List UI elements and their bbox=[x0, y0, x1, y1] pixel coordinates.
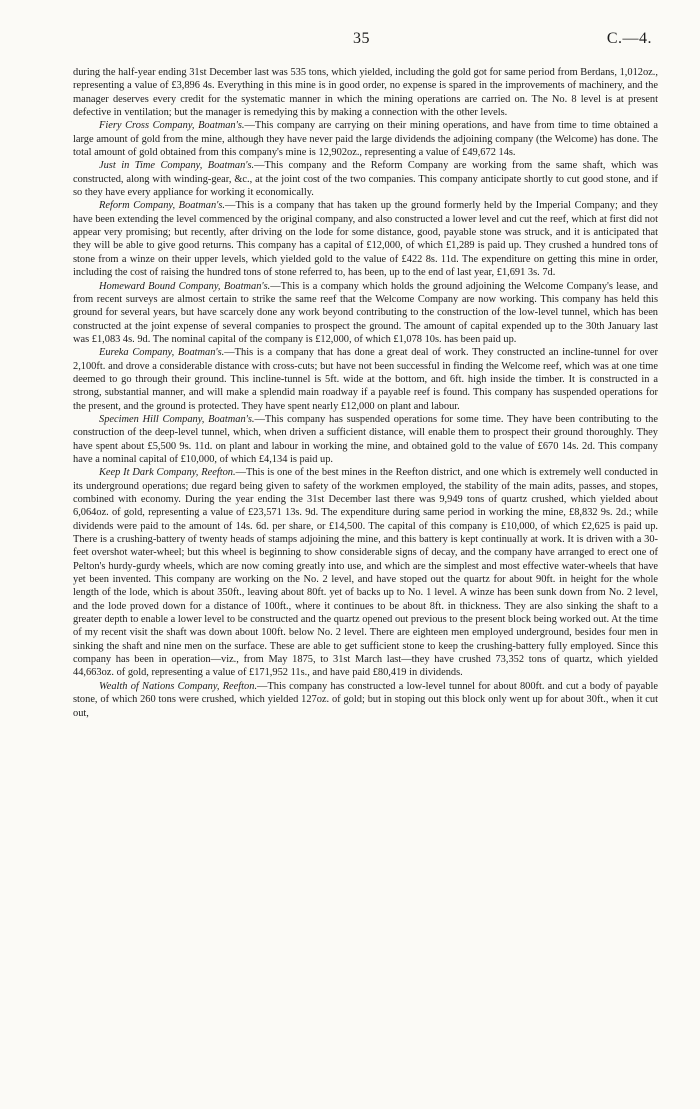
paragraph-keep-it-dark bbox=[73, 466, 658, 680]
paragraph-just-in-time bbox=[73, 159, 658, 199]
paragraph-eureka bbox=[73, 346, 658, 413]
company-heading: Homeward Bound Company, Boatman's. bbox=[99, 280, 271, 292]
page-header bbox=[73, 30, 658, 56]
paragraph-specimen-hill bbox=[73, 413, 658, 466]
paragraph-reform bbox=[73, 199, 658, 279]
report-body bbox=[73, 66, 658, 720]
paragraph-text: —This is a company that has done a great deal of work. They constructed an incline-tunnel for over 2,100ft. and drove a considerable distance with cross-cuts; but have not been successful in finding the Welcome reef, which was at one time deemed to go through their ground. This incline-tunnel is 5ft. wide at the bottom, and 6ft. high inside the timber. It is constructed in a strong, substantial manner, and will make a splendid main roadway if a payable reef is found. This company has suspended operations for the present, and the ground is protected. They have spent nearly £12,000 on plant and labour. bbox=[73, 347, 658, 412]
company-heading: Specimen Hill Company, Boatman's. bbox=[99, 413, 255, 425]
company-heading: Eureka Company, Boatman's. bbox=[99, 347, 225, 359]
page-number: 35 bbox=[353, 30, 370, 47]
paragraph-text: during the half-year ending 31st December last was 535 tons, which yielded, including the gold got for same period from Berdans, 1,012oz., representing a value of £3,896 4s. Everything in this mine is in good order, no expense is spared in the improvements of machinery, and the manager deserves every credit for the systematic manner in which the mining operations are carried on. The No. 8 level is at present defective in ventilation; but the manager is remedying this by making a connection with the other levels. bbox=[73, 67, 658, 119]
company-heading: Keep It Dark Company, Reefton. bbox=[99, 467, 236, 479]
company-heading: Wealth of Nations Company, Reefton. bbox=[99, 680, 258, 692]
paragraph-text: —This is a company that has taken up the ground formerly held by the Imperial Company; and they have been extending the level commenced by the original company, and also constructed a lower level and cut the reef, which at first did not appear very promising; but recently, after driving on the lode for some distance, good, payable stone was struck, and it is anticipated that they will be able to give good returns. This company has a capital of £12,000, of which £1,289 is paid up. They crushed a hundred tons of stone from a winze on their upper levels, which yielded gold to the value of £422 8s. 11d. The expenditure on getting this mine in order, including the cost of raising the hundred tons of stone referred to, has been, up to the end of last year, £1,691 3s. 7d. bbox=[73, 200, 658, 279]
paragraph-text: —This company and the Reform Company are working from the same shaft, which was constructed, along with winding-gear, &c., at the joint cost of the two companies. This company anticipate shortly to cut good stone, and if so they have every appliance for working it economically. bbox=[73, 160, 658, 199]
paragraph-continuation bbox=[73, 66, 658, 119]
paragraph-wealth-of-nations bbox=[73, 680, 658, 720]
paragraph-text: —This is one of the best mines in the Reefton district, and one which is extremely well conducted in its underground operations; due regard being given to safety of the workmen employed, the stability of the main adits, passes, and stopes, combined with economy. During the year ending the 31st December last there was 9,949 tons of quartz crushed, which yielded about 6,064oz. of gold, representing a value of £23,571 13s. 9d. The expenditure during same period in working the mine, £8,832 9s. 2d.; while dividends were paid to the amount of 14s. 6d. per share, or £14,500. The capital of this company is £10,000, of which £2,625 is paid up. There is a crushing-battery of twenty heads of stamps adjoining the mine, and this battery is kept continually at work. It is driven with a 30-feet overshot water-wheel; but this wheel is beginning to show considerable signs of decay, and the company have arranged to erect one of Pelton's hurdy-gurdy wheels, which are now coming greatly into use, and which are the simplest and most effective water-wheels that have yet been invented. This company are working on the No. 2 level, and have stoped out the quartz for about 90ft. in height for the whole length of the lode, which is about 350ft., leaving about 80ft. yet of backs up to No. 1 level. A winze has been sunk down from No. 2 level, and the lode proved down for a distance of 100ft., where it continues to be about 8ft. in thickness. They are also sinking the shaft to a greater depth to enable a lower level to be constructed and the quartz opened out previous to the present block being worked out. At the time of my recent visit the shaft was down about 100ft. below No. 2 level. There are eighteen men employed underground, besides four men in sinking the shaft and nine men on the surface. These are able to get sufficient stone to keep the crushing-battery fully employed. Since this company has been in operation—viz., from May 1875, to 31st March last—they have crushed 73,352 tons of quartz, which yielded 44,663oz. of gold, representing a value of £171,952 11s., and have paid £80,419 in dividends. bbox=[73, 467, 658, 679]
company-heading: Fiery Cross Company, Boatman's. bbox=[99, 120, 245, 132]
paragraph-homeward-bound bbox=[73, 280, 658, 347]
paragraph-text: —This company has suspended operations for some time. They have been contributing to the construction of the deep-level tunnel, which, when driven a sufficient distance, will enable them to prospect their ground thoroughly. They have spent about £5,500 9s. 11d. on plant and labour in working the mine, and obtained gold to the value of £670 14s. 2d. This company have a nominal capital of £10,000, of which £4,134 is paid up. bbox=[73, 413, 658, 465]
company-heading: Reform Company, Boatman's. bbox=[99, 200, 226, 212]
company-heading: Just in Time Company, Boatman's. bbox=[99, 160, 255, 172]
paragraph-text: —This company are carrying on their mining operations, and have from time to time obtained a large amount of gold from the mine, although they have never paid the large dividends the adjoining company (the Welcome) has done. The total amount of gold obtained from this company's mine is 12,902oz., representing a value of £49,672 14s. bbox=[73, 120, 658, 159]
document-reference: C.—4. bbox=[606, 30, 652, 47]
paragraph-text: —This company has constructed a low-level tunnel for about 800ft. and cut a body of payable stone, of which 260 tons were crushed, which yielded 127oz. of gold; but in stoping out this block only went up for about 30ft., when it cut out, bbox=[73, 680, 658, 719]
paragraph-text: —This is a company which holds the ground adjoining the Welcome Company's lease, and from recent surveys are almost certain to strike the same reef that the Welcome Company are now working. This company has held this ground for several years, but have scarcely done any work beyond contributing to the construction of the low-level tunnel, which has been constructed at the joint expense of several companies to prospect the ground. The amount of capital expended up to the 30th January last was £1,083 4s. 9d. The nominal capital of the company is £12,000, of which £1,078 10s. has been paid up. bbox=[73, 280, 658, 345]
paragraph-fiery-cross bbox=[73, 119, 658, 159]
